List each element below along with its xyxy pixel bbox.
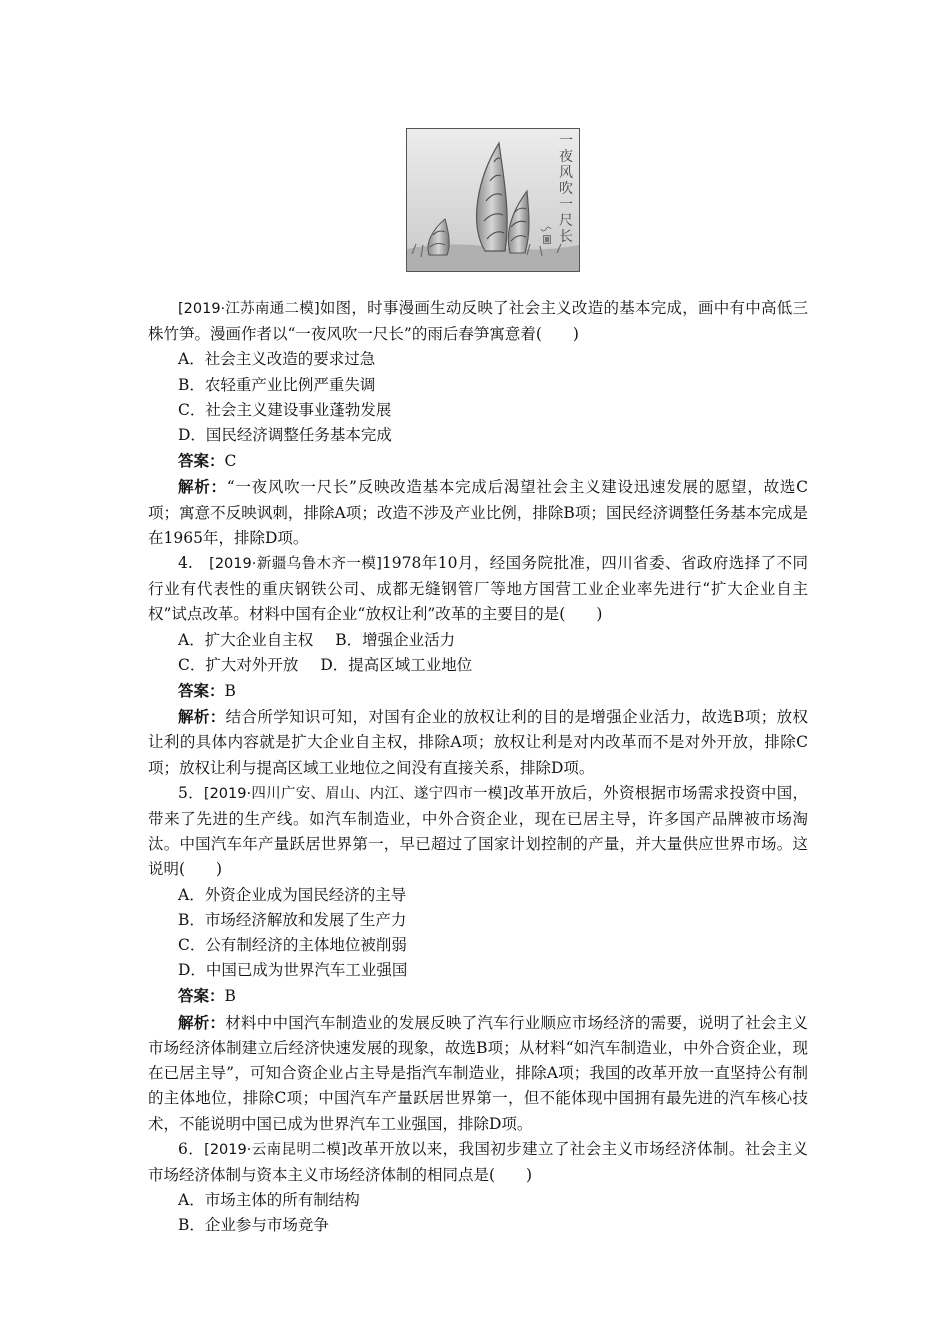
- question-source: [2019·江苏南通二模]: [178, 301, 320, 317]
- question-text-block: [148, 296, 808, 1239]
- analysis-paragraph: 解析：结合所学知识可知，对国有企业的放权让利的目的是增强企业活力，故选B项；放权让利的具体内容就是扩大企业自主权，排除A项；放权让利是对内改革而不是对外开放，排除C项；放权让利与提高区域工业地位之间没有直接关系，排除D项。: [148, 707, 808, 777]
- question-number: 5．: [178, 783, 204, 802]
- analysis-label: 解析：: [178, 477, 227, 497]
- option-b: B．农轻重产业比例严重失调: [178, 375, 376, 394]
- question-source: [2019·云南昆明二模]: [204, 1141, 347, 1158]
- analysis-label: 解析：: [178, 707, 226, 727]
- question-stem: 6．[2019·云南昆明二模]改革开放以来，我国初步建立了社会主义市场经济体制。社会主义市场经济体制与资本主义市场经济体制的相同点是( ): [148, 1139, 808, 1184]
- answer-line: [148, 983, 808, 1009]
- question-number: 6．: [178, 1139, 205, 1158]
- bamboo-shoot-icon: [407, 129, 579, 271]
- option-d: D．国民经济调整任务基本完成: [178, 426, 392, 445]
- question-4: [148, 551, 808, 781]
- option-row: [148, 653, 808, 678]
- cartoon-image: [406, 128, 580, 272]
- question-source: [2019·新疆乌鲁木齐一模]: [209, 556, 382, 573]
- question-5: [148, 781, 808, 1137]
- answer-value: B: [224, 987, 236, 1006]
- option-a: A．市场主体的所有制结构: [178, 1191, 360, 1210]
- question-stem: [2019·江苏南通二模]如图，时事漫画生动反映了社会主义改造的基本完成，画中有中高低三株竹笋。漫画作者以“一夜风吹一尺长”的雨后春笋寓意着( ): [148, 299, 808, 344]
- option-d: D．提高区域工业地位: [320, 655, 473, 674]
- option-c: C．社会主义建设事业蓬勃发展: [178, 400, 392, 419]
- analysis-paragraph: 解析：“一夜风吹一尺长”反映改造基本完成后渴望社会主义建设迅速发展的愿望，故选C项；寓意不反映讽刺，排除A项；改造不涉及产业比例，排除B项；国民经济调整任务基本完成是在1965年，排除D项。: [148, 477, 808, 547]
- question-6: [148, 1137, 808, 1239]
- question-3: [148, 296, 808, 551]
- option-a: A．社会主义改造的要求过急: [178, 350, 376, 369]
- answer-label: 答案：: [178, 681, 225, 701]
- question-stem: 4. [2019·新疆乌鲁木齐一模]1978年10月，经国务院批准，四川省委、省政府选择了不同行业有代表性的重庆钢铁公司、成都无缝钢管厂等地方国营工业企业率先进行“扩大企业自主权”试点改革。材料中国有企业“放权让利”改革的主要目的是( ): [148, 554, 809, 624]
- option-row: [148, 628, 808, 653]
- seal-stamp-icon: [543, 235, 551, 244]
- question-source: [2019·四川广安、眉山、内江、遂宁四市一模]: [203, 785, 509, 802]
- option-a: A．扩大企业自主权: [178, 630, 314, 649]
- question-number: 4.: [178, 554, 210, 573]
- answer-label: 答案：: [178, 451, 225, 471]
- answer-label: 答案：: [178, 986, 225, 1006]
- answer-line: [148, 678, 808, 704]
- answer-value: B: [224, 682, 236, 701]
- option-c: C．公有制经济的主体地位被削弱: [178, 936, 407, 955]
- option-b: B．企业参与市场竞争: [178, 1216, 329, 1235]
- answer-line: [148, 448, 808, 474]
- analysis-paragraph: 解析：材料中中国汽车制造业的发展反映了汽车行业顺应市场经济的需要，说明了社会主义市场经济体制建立后经济快速发展的现象，故选B项；从材料“如汽车制造业，中外合资企业，现在已居主导”，可知合资企业占主导是指汽车制造业，排除A项；我国的改革开放一直坚持公有制的主体地位，排除C项；中国汽车产量跃居世界第一，但不能体现中国拥有最先进的汽车核心技术，不能说明中国已成为世界汽车工业强国，排除D项。: [148, 1012, 808, 1133]
- option-d: D．中国已成为世界汽车工业强国: [178, 961, 408, 980]
- option-b: B．市场经济解放和发展了生产力: [178, 910, 407, 929]
- analysis-label: 解析：: [178, 1012, 226, 1032]
- question-stem: 5．[2019·四川广安、眉山、内江、遂宁四市一模]改革开放后，外资根据市场需求投资中国，带来了先进的生产线。如汽车制造业，中外合资企业，现在已居主导，许多国产品牌被市场淘汰。中国汽车年产量跃居世界第一，早已超过了国家计划控制的产量，并大量供应世界市场。这说明( ): [148, 783, 808, 879]
- cartoon-calligraphy: 一夜风吹一尺长: [559, 133, 573, 245]
- option-b: B．增强企业活力: [335, 630, 456, 649]
- answer-value: C: [224, 452, 237, 471]
- option-a: A．外资企业成为国民经济的主导: [178, 885, 407, 904]
- option-c: C．扩大对外开放: [178, 655, 299, 674]
